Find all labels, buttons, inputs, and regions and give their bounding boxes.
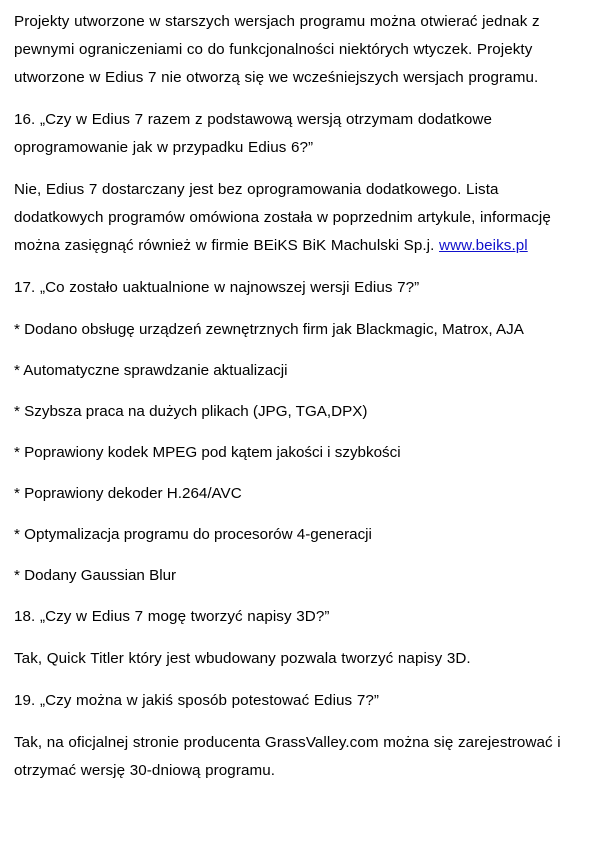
paragraph-answer-18: Tak, Quick Titler który jest wbudowany pozwala tworzyć napisy 3D. — [14, 650, 471, 667]
list-item: * Poprawiony dekoder H.264/AVC — [14, 485, 242, 502]
paragraph-question-17: 17. „Co zostało uaktualnione w najnowszej wersji Edius 7?” — [14, 279, 420, 296]
list-item: * Automatyczne sprawdzanie aktualizacji — [14, 362, 288, 379]
list-item: * Szybsza praca na dużych plikach (JPG, TGA,DPX) — [14, 403, 368, 420]
list-item: * Optymalizacja programu do procesorów 4-generacji — [14, 526, 372, 543]
list-item: * Dodano obsługę urządzeń zewnętrznych firm jak Blackmagic, Matrox, AJA — [14, 321, 524, 338]
paragraph-question-19: 19. „Czy można w jakiś sposób potestować Edius 7?” — [14, 692, 379, 709]
list-item: * Dodany Gaussian Blur — [14, 567, 177, 584]
answer-16-text: Nie, Edius 7 dostarczany jest bez oprogramowania dodatkowego. Lista dodatkowych programów omówiona została w poprzednim artykule, informację można zasięgnąć również w firmie BEiKS BiK Machulski Sp.j. — [14, 181, 551, 254]
paragraph-intro-compat: Projekty utworzone w starszych wersjach programu można otwierać jednak z pewnymi ograniczeniami co do funkcjonalności niektórych wtyczek. Projekty utworzone w Edius 7 nie otworzą się we wcześniejszych wersjach programu. — [14, 13, 540, 86]
list-item: * Poprawiony kodek MPEG pod kątem jakości i szybkości — [14, 444, 401, 461]
beiks-website-link[interactable]: www.beiks.pl — [439, 237, 528, 254]
paragraph-answer-16 — [14, 176, 586, 260]
paragraph-question-16: 16. „Czy w Edius 7 razem z podstawową wersją otrzymam dodatkowe oprogramowanie jak w przypadku Edius 6?” — [14, 111, 492, 156]
paragraph-question-18: 18. „Czy w Edius 7 mogę tworzyć napisy 3D?” — [14, 608, 330, 625]
paragraph-answer-19: Tak, na oficjalnej stronie producenta GrassValley.com można się zarejestrować i otrzymać wersję 30-dniową programu. — [14, 734, 561, 779]
